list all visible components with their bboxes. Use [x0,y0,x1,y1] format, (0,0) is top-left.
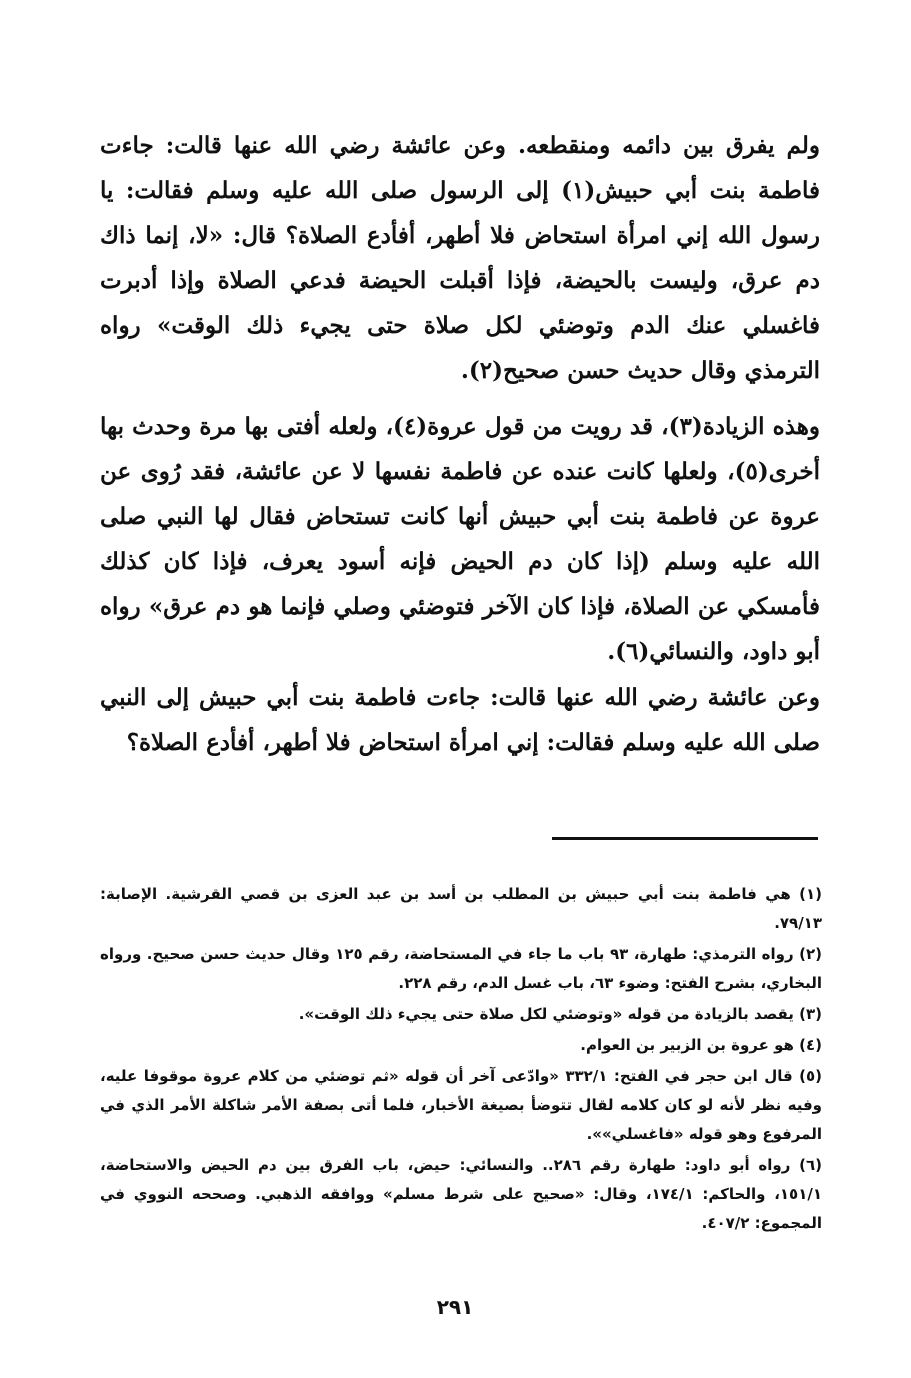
footnote-5: (٥) قال ابن حجر في الفتح: ٣٣٢/١ «وادّعى آخر أن قوله «ثم توضئي من كلام عروة موقوفا عليه، وفيه نظر لأنه لو كان كلامه لقال تتوضأ بصيغة الأخبار، فلما أتى بصفة الأمر شاكلة الأمر الذي في المرفوع وهو قوله «فاغسلي»». [100,1067,823,1143]
footnote-3: (٣) يقصد بالزيادة من قوله «وتوضئي لكل صلاة حتى يجيء ذلك الوقت». [298,1005,822,1023]
main-text-paragraph-3 [100,675,820,765]
main-text-paragraph-1 [100,123,820,393]
paragraph: ولم يفرق بين دائمه ومنقطعه. وعن عائشة رضي الله عنها قالت: جاءت فاطمة بنت أبي حبيش(١) إلى الرسول صلى الله عليه وسلم فقالت: يا رسول الله إني امرأة استحاض فلا أطهر، أفأدع الصلاة؟ قال: «لا، إنما ذاك دم عرق، وليست بالحيضة، فإذا أقبلت الحيضة فدعي الصلاة وإذا أدبرت فاغسلي عنك الدم وتوضئي لكل صلاة حتى يجيء ذلك الوقت» رواه الترمذي وقال حديث حسن صحيح(٢). [100,132,820,384]
footnote-6: (٦) رواه أبو داود: طهارة رقم ٢٨٦.. والنسائي: حيض، باب الفرق بين دم الحيض والاستحاضة، ١٥١/١، والحاكم: ١٧٤/١، وقال: «صحيح على شرط مسلم» ووافقه الذهبي. وصححه النووي في المجموع: ٤٠٧/٢. [100,1156,823,1232]
footnote-1: (١) هي فاطمة بنت أبي حبيش بن المطلب بن أسد بن عبد العزى بن قصي القرشية. الإصابة: ٧٩/١٣. [100,885,822,932]
footnotes [100,880,822,1240]
paragraph: وهذه الزيادة(٣)، قد رويت من قول عروة(٤)، ولعله أفتى بها مرة وحدث بها أخرى(٥)، ولعلها كانت عنده عن فاطمة نفسها لا عن عائشة، فقد رُوى عن عروة عن فاطمة بنت أبي حبيش أنها كانت تستحاض فقال لها النبي صلى الله عليه وسلم (إذا كان دم الحيض فإنه أسود يعرف، فإذا كان كذلك فأمسكي عن الصلاة، فإذا كان الآخر فتوضئي وصلي فإنما هو دم عرق» رواه أبو داود، والنسائي(٦). [100,413,820,665]
footnote-2: (٢) رواه الترمذي: طهارة، ٩٣ باب ما جاء في المستحاضة، رقم ١٢٥ وقال حديث حسن صحيح. ورواه البخاري، بشرح الفتح: وضوء ٦٣، باب غسل الدم، رقم ٢٢٨. [100,945,823,992]
paragraph: وعن عائشة رضي الله عنها قالت: جاءت فاطمة بنت أبي حبيش إلى النبي صلى الله عليه وسلم فقالت: إني امرأة استحاض فلا أطهر، أفأدع الصلاة؟ [100,684,820,756]
footnote-4: (٤) هو عروة بن الزبير بن العوام. [580,1036,822,1054]
footnote-divider [552,837,818,840]
page-number: ٢٩١ [436,1295,474,1319]
main-text-paragraph-2 [100,404,820,674]
